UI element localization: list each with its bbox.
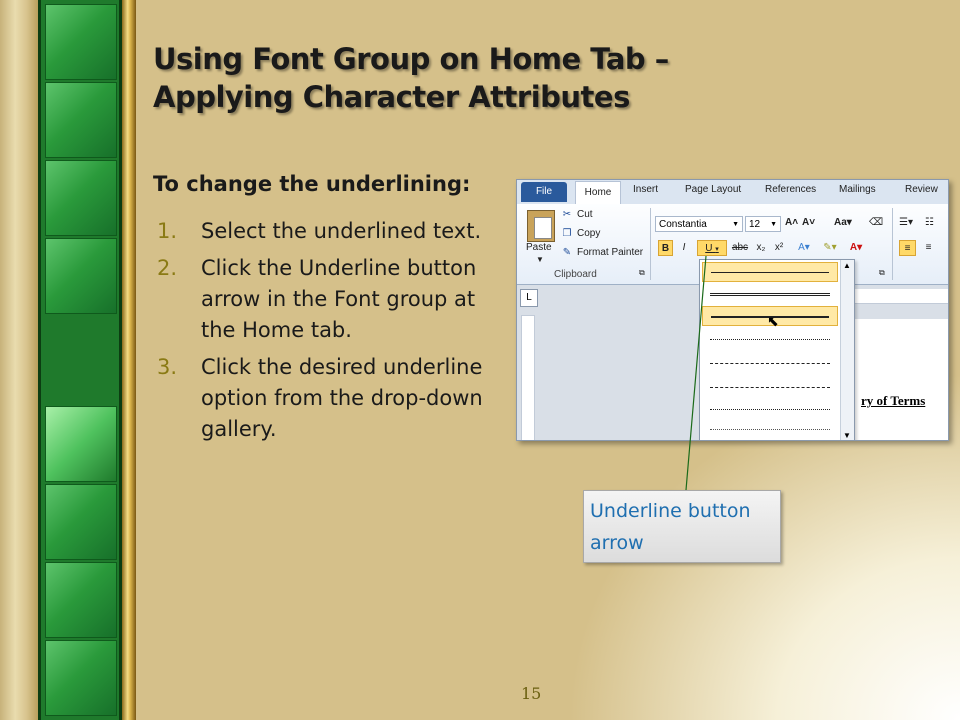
scissors-icon: ✂ xyxy=(562,209,572,220)
tab-mailings[interactable]: Mailings xyxy=(839,184,876,195)
scroll-down-icon[interactable]: ▼ xyxy=(843,431,851,440)
tab-file[interactable]: File xyxy=(521,182,567,202)
step-number: 1. xyxy=(157,219,178,243)
underline-label: U xyxy=(705,243,713,254)
font-color-icon[interactable]: A▾ xyxy=(849,242,863,253)
chevron-down-icon[interactable]: ▼ xyxy=(536,255,544,264)
bullets-icon[interactable]: ☰▾ xyxy=(899,217,913,228)
superscript-icon[interactable]: x² xyxy=(774,242,784,253)
step-number: 2. xyxy=(157,256,178,280)
align-left-icon[interactable]: ≡ xyxy=(899,240,916,256)
font-size-value: 12 xyxy=(749,219,761,230)
step-text: Click the Underline button arrow in the Font group at the Home tab. xyxy=(201,256,477,342)
chevron-down-icon[interactable]: ▼ xyxy=(770,221,777,228)
copy-button[interactable]: Copy xyxy=(577,228,601,239)
instruction-heading: To change the underlining: xyxy=(153,172,471,196)
dialog-launcher-icon[interactable]: ⧉ xyxy=(879,268,885,277)
numbering-icon[interactable]: ☷ xyxy=(925,217,934,228)
mouse-pointer-icon: ⬉ xyxy=(767,313,779,329)
tab-review[interactable]: Review xyxy=(905,184,938,195)
change-case-icon[interactable]: Aa▾ xyxy=(834,217,852,228)
highlight-icon[interactable]: ✎▾ xyxy=(823,242,837,253)
underline-arrow-icon[interactable]: ▾ xyxy=(715,246,719,253)
clipboard-group-label: Clipboard xyxy=(554,269,597,280)
tab-insert[interactable]: Insert xyxy=(633,184,659,195)
format-painter-button[interactable]: Format Painter xyxy=(577,247,644,258)
dialog-launcher-icon[interactable]: ⧉ xyxy=(639,268,645,277)
tab-selector-icon[interactable]: L xyxy=(520,289,538,307)
step-text: Select the underlined text. xyxy=(201,219,482,243)
step-number: 3. xyxy=(157,355,178,379)
subscript-icon[interactable]: x₂ xyxy=(756,242,766,253)
align-center-icon[interactable]: ≡ xyxy=(925,242,932,253)
step-text: Click the desired underline option from the drop-down gallery. xyxy=(201,355,483,441)
text-effects-icon[interactable]: A▾ xyxy=(798,242,810,253)
shrink-font-icon[interactable]: A˅ xyxy=(802,217,816,228)
tab-references[interactable]: References xyxy=(765,184,817,195)
title-line-2: Applying Character Attributes xyxy=(153,80,630,114)
copy-icon: ❐ xyxy=(562,228,572,239)
callout-box: Underline button arrow xyxy=(583,490,781,563)
format-painter-icon: ✎ xyxy=(562,247,572,258)
paste-button[interactable]: Paste xyxy=(526,242,552,253)
font-name-value: Constantia xyxy=(659,219,707,230)
grow-font-icon[interactable]: A˄ xyxy=(785,217,799,228)
strikethrough-icon[interactable]: abc xyxy=(731,242,749,253)
scroll-up-icon[interactable]: ▲ xyxy=(843,261,851,270)
clear-formatting-icon[interactable]: ⌫ xyxy=(869,217,884,228)
cut-button[interactable]: Cut xyxy=(577,209,593,220)
document-text[interactable]: ry of Terms xyxy=(861,393,926,408)
title-line-1: Using Font Group on Home Tab – xyxy=(153,42,669,76)
page-number: 15 xyxy=(521,684,542,703)
bold-button[interactable]: B xyxy=(658,240,673,256)
tab-page-layout[interactable]: Page Layout xyxy=(685,184,742,195)
tab-home[interactable]: Home xyxy=(575,181,621,204)
italic-button[interactable]: I xyxy=(682,242,686,253)
chevron-down-icon[interactable]: ▼ xyxy=(732,221,739,228)
